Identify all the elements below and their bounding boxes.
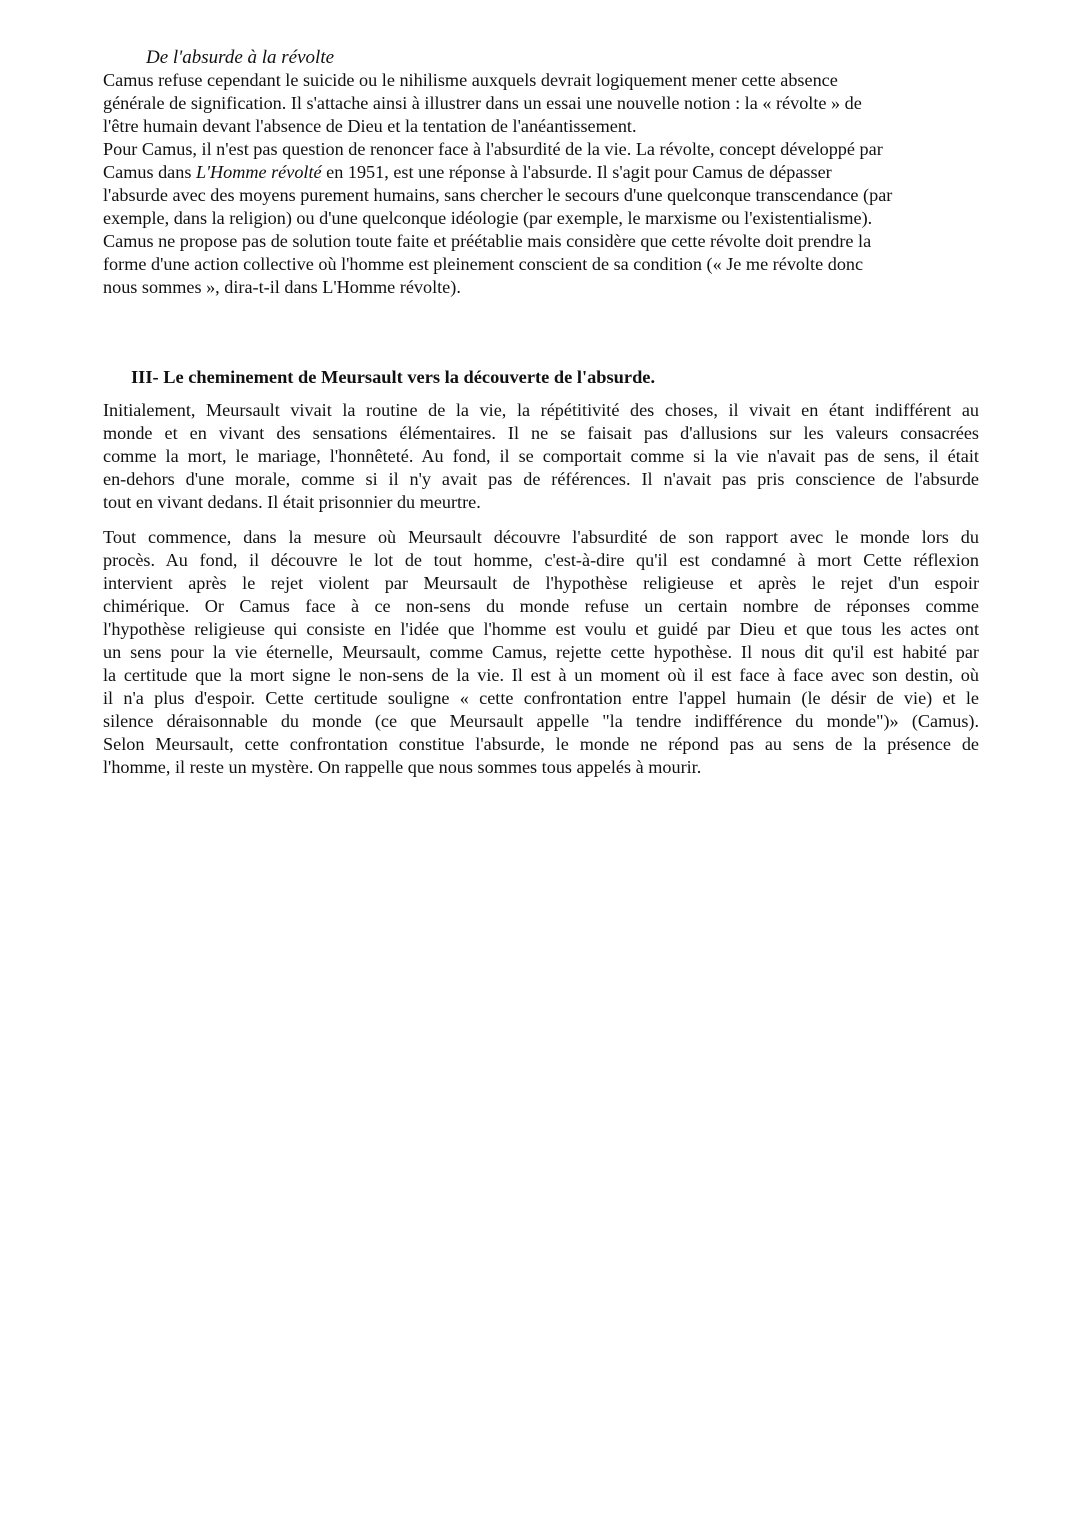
section-heading: III- Le cheminement de Meursault vers la découverte de l'absurde. <box>131 367 656 387</box>
text-line: exemple, dans la religion) ou d'une quelconque idéologie (par exemple, le marxisme ou l'existentialisme). <box>103 208 873 228</box>
text-line: il n'a plus d'espoir. Cette certitude souligne « cette confrontation entre l'appel humain (le désir de vie) et le <box>103 688 979 708</box>
text-line <box>103 161 979 184</box>
text-line: l'homme, il reste un mystère. On rappelle que nous sommes tous appelés à mourir. <box>103 757 702 777</box>
text-line: l'hypothèse religieuse qui consiste en l'idée que l'homme est voulu et guidé par Dieu et que tous les actes ont <box>103 619 979 639</box>
revolt-paragraph <box>103 138 979 299</box>
text-segment: en 1951, est une réponse à l'absurde. Il s'agit pour Camus de dépasser <box>321 162 832 182</box>
text-line: procès. Au fond, il découvre le lot de tout homme, c'est-à-dire qu'il est condamné à mort Cette réflexion <box>103 550 979 570</box>
text-line: en-dehors d'une morale, comme si il n'y avait pas de références. Il n'avait pas pris conscience de l'absurde <box>103 469 979 489</box>
text-line: chimérique. Or Camus face à ce non-sens du monde refuse un certain nombre de réponses comme <box>103 596 979 616</box>
text-line: l'absurde avec des moyens purement humains, sans chercher le secours d'une quelconque transcendance (par <box>103 185 893 205</box>
intro-paragraph <box>103 69 979 138</box>
text-line: générale de signification. Il s'attache ainsi à illustrer dans un essai une nouvelle notion : la « révolte » de <box>103 93 862 113</box>
subtitle: De l'absurde à la révolte <box>146 47 335 68</box>
text-line: un sens pour la vie éternelle, Meursault, comme Camus, rejette cette hypothèse. Il nous dit qu'il est habité par <box>103 642 979 662</box>
text-line: intervient après le rejet violent par Meursault de l'hypothèse religieuse et après le rejet d'un espoir <box>103 573 979 593</box>
text-line: tout en vivant dedans. Il était prisonnier du meurtre. <box>103 492 481 512</box>
paragraph-routine <box>103 399 979 514</box>
text-line: silence déraisonnable du monde (ce que Meursault appelle "la tendre indifférence du monde")» (Camus). <box>103 711 979 731</box>
text-line: Selon Meursault, cette confrontation constitue l'absurde, le monde ne répond pas au sens de la présence de <box>103 734 979 754</box>
paragraph-discovery <box>103 526 979 779</box>
text-line: la certitude que la mort signe le non-sens de la vie. Il est à un moment où il est face à face avec son destin, où <box>103 665 979 685</box>
text-line: Camus ne propose pas de solution toute faite et préétablie mais considère que cette révolte doit prendre la <box>103 231 872 251</box>
text-line: comme la mort, le mariage, l'honnêteté. Au fond, il se comportait comme si la vie n'avait pas de sens, il était <box>103 446 979 466</box>
text-line: monde et en vivant des sensations élémentaires. Il ne se faisait pas d'allusions sur les valeurs consacrées <box>103 423 979 443</box>
text-line: Tout commence, dans la mesure où Meursault découvre l'absurdité de son rapport avec le monde lors du <box>103 527 979 547</box>
text-line: l'être humain devant l'absence de Dieu et la tentation de l'anéantissement. <box>103 116 637 136</box>
text-line: Camus refuse cependant le suicide ou le nihilisme auxquels devrait logiquement mener cette absence <box>103 70 838 90</box>
text-line: Initialement, Meursault vivait la routine de la vie, la répétitivité des choses, il vivait en étant indifférent au <box>103 400 979 420</box>
text-line: forme d'une action collective où l'homme est pleinement conscient de sa condition (« Je me révolte donc <box>103 254 864 274</box>
text-segment: Camus dans <box>103 162 196 182</box>
book-title: L'Homme révolté <box>195 162 322 182</box>
text-line: Pour Camus, il n'est pas question de renoncer face à l'absurdité de la vie. La révolte, concept développé par <box>103 139 883 159</box>
text-line: nous sommes », dira-t-il dans L'Homme révolte). <box>103 277 461 297</box>
